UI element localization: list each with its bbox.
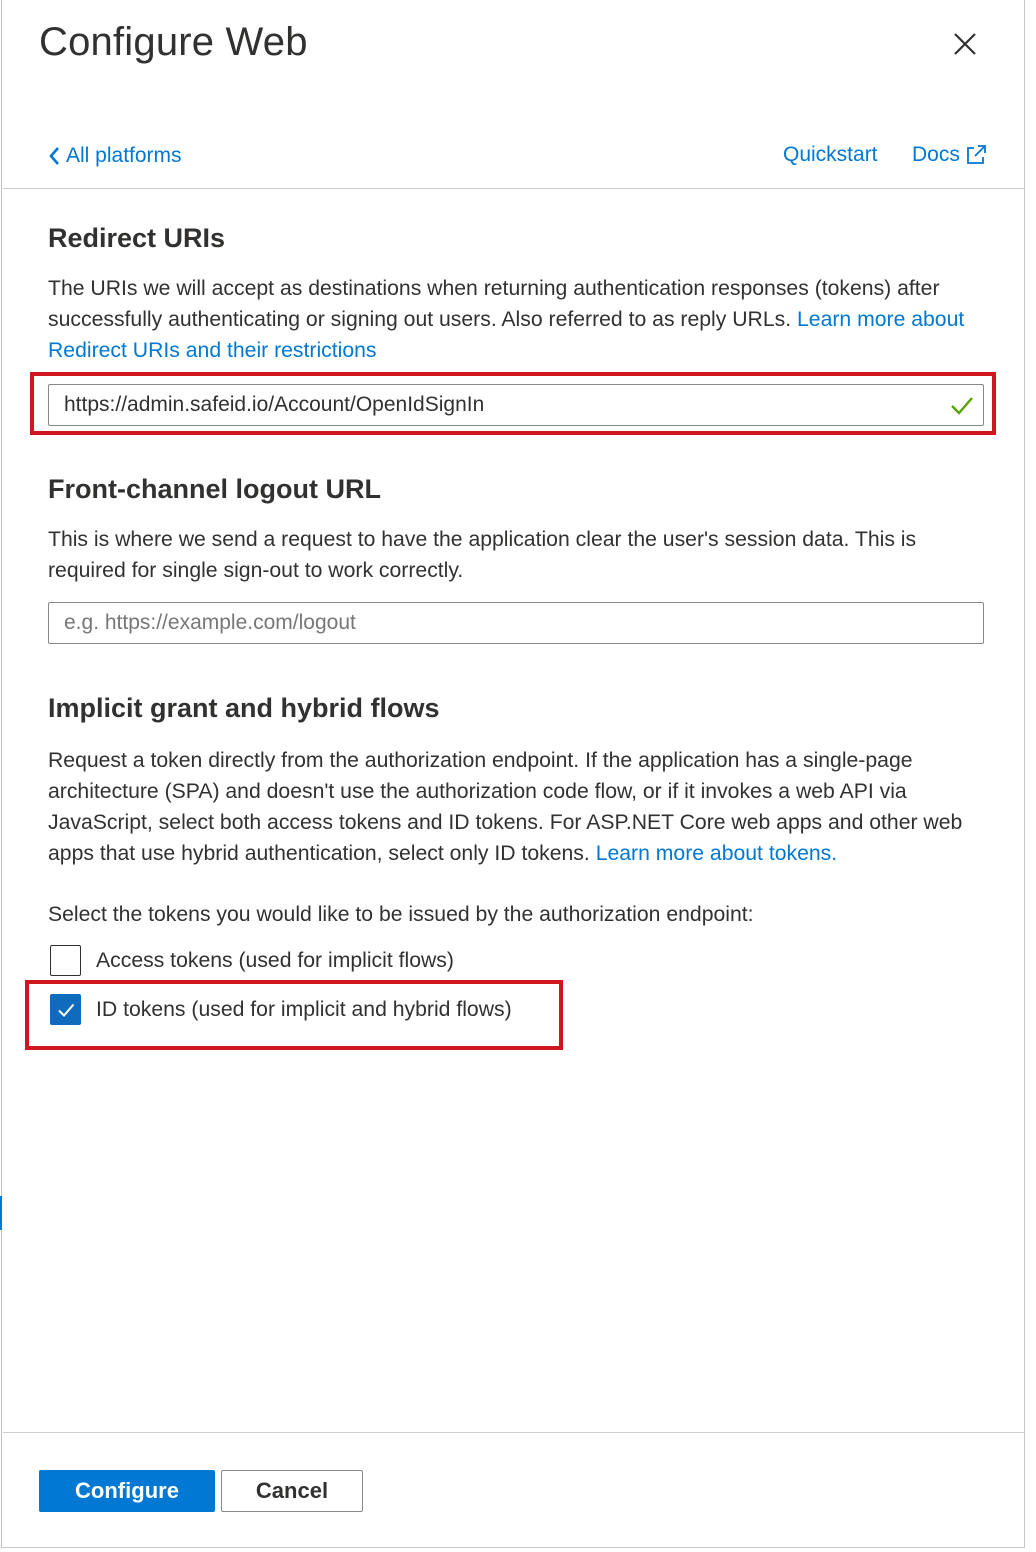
all-platforms-label: All platforms [66, 144, 182, 167]
background-accent-edge [0, 1196, 2, 1230]
cancel-button[interactable]: Cancel [221, 1470, 363, 1512]
implicit-grant-heading: Implicit grant and hybrid flows [48, 693, 440, 723]
token-select-prompt: Select the tokens you would like to be issued by the authorization endpoint: [48, 903, 754, 926]
configure-web-panel [1, 0, 1025, 1548]
external-link-icon [964, 143, 988, 167]
docs-link[interactable] [912, 140, 988, 170]
checkbox-check-icon [55, 999, 77, 1021]
id-tokens-option[interactable] [50, 994, 512, 1025]
access-tokens-checkbox[interactable] [50, 945, 81, 976]
chevron-left-icon [48, 146, 60, 166]
logout-url-heading: Front-channel logout URL [48, 474, 381, 504]
docs-label: Docs [912, 143, 960, 166]
redirect-uris-heading: Redirect URIs [48, 223, 226, 253]
id-tokens-checkbox[interactable] [50, 994, 81, 1025]
configure-button[interactable]: Configure [39, 1470, 215, 1512]
page-title: Configure Web [39, 20, 308, 64]
logout-url-description: This is where we send a request to have the application clear the user's session data. This is required for single sign-out to work correctly. [48, 528, 917, 582]
redirect-learn-more-link[interactable]: Learn more about Redirect URIs and their restrictions [48, 308, 965, 362]
logout-url-input[interactable] [48, 602, 984, 644]
id-tokens-label: ID tokens (used for implicit and hybrid flows) [96, 997, 512, 1021]
implicit-description-text: Request a token directly from the authorization endpoint. If the application has a single-page architecture (SPA) and doesn't use the authorization code flow, or if it invokes a web API via JavaScript, select both access tokens and ID tokens. For ASP.NET Core web apps and other web apps that use hybrid authentication, select only ID tokens. [48, 749, 963, 865]
checkmark-icon [949, 392, 975, 418]
access-tokens-option[interactable] [50, 945, 454, 976]
nav-row [48, 140, 984, 174]
implicit-grant-description [48, 745, 978, 869]
quickstart-link[interactable]: Quickstart [783, 143, 878, 166]
redirect-uri-input[interactable] [48, 384, 984, 426]
header-divider [3, 188, 1025, 189]
all-platforms-link[interactable] [48, 140, 182, 172]
redirect-description-text: The URIs we will accept as destinations when returning authentication responses (tokens) after successfully authenticating or signing out users. Also referred to as reply URLs. [48, 277, 940, 331]
close-icon [948, 27, 982, 61]
footer-divider [3, 1432, 1025, 1433]
access-tokens-label: Access tokens (used for implicit flows) [96, 948, 454, 972]
redirect-uris-description [48, 273, 978, 366]
tokens-learn-more-link[interactable]: Learn more about tokens. [595, 842, 838, 865]
close-button[interactable] [948, 27, 982, 61]
